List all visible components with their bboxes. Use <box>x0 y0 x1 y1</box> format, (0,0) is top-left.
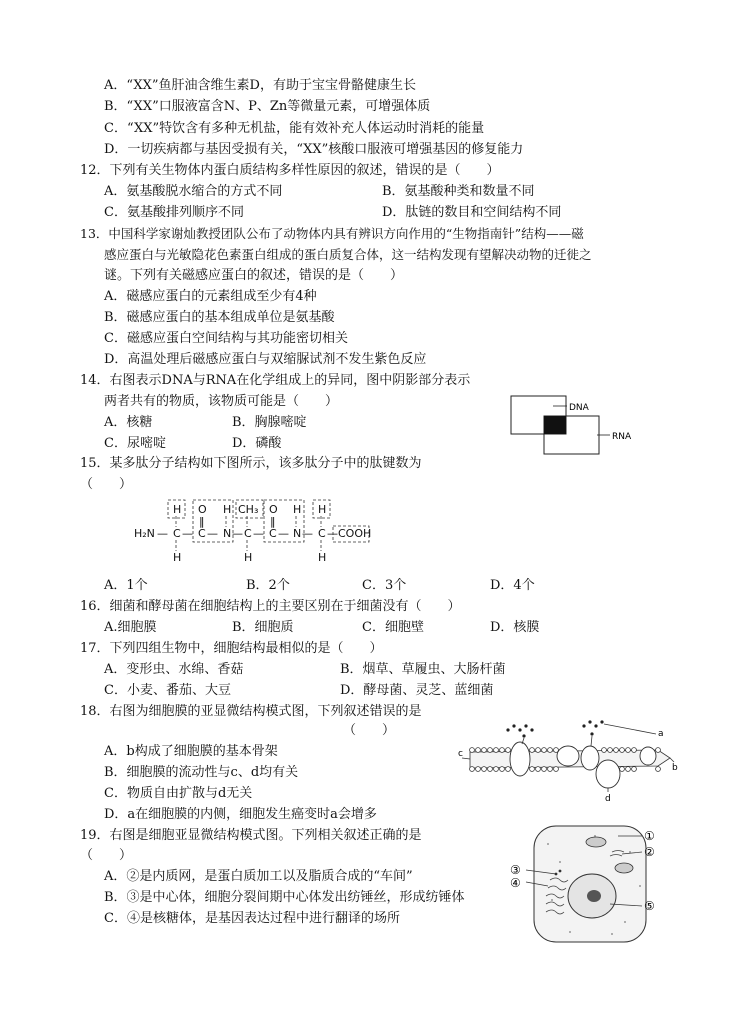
q15-paren: （ ） <box>80 477 133 492</box>
q15-stem: 15．某多肽分子结构如下图所示，该多肽分子中的肽键数为 <box>80 456 422 471</box>
q12-option-b: B．氨基酸种类和数量不同 <box>382 184 535 199</box>
q12-option-c: C．氨基酸排列顺序不同 <box>104 205 244 220</box>
svg-text:—: — <box>253 527 264 540</box>
phospholipid-head <box>476 748 481 753</box>
q15-option-d: D．4个 <box>490 578 535 593</box>
svg-text:‖: ‖ <box>199 515 205 528</box>
q18-option-d: D．a在细胞膜的内侧，细胞发生癌变时a会增多 <box>104 807 377 822</box>
phospholipid-head <box>548 748 553 753</box>
phospholipid-head <box>602 748 607 753</box>
protein-1 <box>510 742 530 776</box>
q19-stem: 19．右图是细胞亚显微结构模式图。下列相关叙述正确的是 <box>80 828 422 843</box>
svg-text:O: O <box>198 503 207 516</box>
svg-text:H: H <box>318 551 327 564</box>
phospholipid-head <box>542 767 547 772</box>
q14-option-c: C．尿嘧啶 <box>104 436 166 451</box>
phospholipid-head <box>506 748 511 753</box>
q11-option-c: C．“XX”特饮含有多种无机盐，能有效补充人体运动时消耗的能量 <box>104 121 485 136</box>
q16-option-c: C．细胞壁 <box>362 620 424 635</box>
q15-option-c: C．3个 <box>362 578 407 593</box>
phospholipid-head <box>554 767 559 772</box>
q16-option-d: D．核膜 <box>490 620 540 635</box>
q13-stem-line2: 感应蛋白与光敏隐花色素蛋白组成的蛋白质复合体，这一结构发现有望解决动物的迁徙之 <box>104 247 592 262</box>
q19-option-c: C．④是核糖体，是基因表达过程中进行翻译的场所 <box>104 911 400 926</box>
phospholipid-head <box>470 767 475 772</box>
phospholipid-head <box>626 748 631 753</box>
svg-text:—: — <box>207 527 218 540</box>
q19-option-b: B．③是中心体，细胞分裂间期中心体发出纺锤丝，形成纺锤体 <box>104 890 465 905</box>
q14-stem-line1: 14．右图表示DNA与RNA在化学组成上的异同，图中阴影部分表示 <box>80 373 471 388</box>
q13-stem-line1: 13．中国科学家谢灿教授团队公布了动物体内具有辨识方向作用的“生物指南针”结构——磁 <box>80 226 584 241</box>
formula-c4: C <box>269 527 277 540</box>
phospholipid-head <box>632 748 637 753</box>
q11-option-b: B．“XX”口服液富含N、P、Zn等微量元素，可增强体质 <box>104 99 431 114</box>
phospholipid-head <box>620 748 625 753</box>
q18-option-b: B．细胞膜的流动性与c、d均有关 <box>104 765 299 780</box>
label-2: ② <box>644 845 655 859</box>
mitochondrion-2 <box>615 863 633 873</box>
phospholipid-head <box>632 767 637 772</box>
phospholipid-head <box>548 767 553 772</box>
q16-option-b: B．细胞质 <box>232 620 294 635</box>
phospholipid-head <box>482 767 487 772</box>
phospholipid-head <box>500 748 505 753</box>
phospholipid-head <box>494 748 499 753</box>
q17-option-a: A．变形虫、水绵、香菇 <box>104 662 244 677</box>
nucleolus <box>587 890 601 902</box>
q18-option-a: A．b构成了细胞膜的基本骨架 <box>104 744 278 759</box>
label-b: b <box>672 763 678 773</box>
q14-stem-line2: 两者共有的物质，该物质可能是（ ） <box>104 394 339 409</box>
q17-option-b: B．烟草、草履虫、大肠杆菌 <box>340 662 506 677</box>
phospholipid-head <box>536 748 541 753</box>
phospholipid-head <box>656 748 661 753</box>
phospholipid-head <box>536 767 541 772</box>
phospholipid-head <box>476 767 481 772</box>
shared-region <box>544 416 566 434</box>
formula-c3: C <box>244 527 252 540</box>
svg-text:H: H <box>293 503 302 516</box>
q11-option-a: A．“XX”鱼肝油含维生素D，有助于宝宝骨骼健康生长 <box>104 78 416 93</box>
phospholipid-head <box>608 748 613 753</box>
q16-stem: 16．细菌和酵母菌在细胞结构上的主要区别在于细菌没有（ ） <box>80 599 461 614</box>
mitochondrion-1 <box>586 837 606 847</box>
label-d: d <box>605 794 611 804</box>
svg-text:H: H <box>223 503 232 516</box>
phospholipid-head <box>656 767 661 772</box>
svg-text:H: H <box>173 551 182 564</box>
phospholipid-head <box>620 767 625 772</box>
formula-n2: N <box>293 527 302 540</box>
label-a: a <box>658 729 664 739</box>
svg-text:H: H <box>244 551 253 564</box>
q17-stem: 17．下列四组生物中，细胞结构最相似的是（ ） <box>80 641 383 656</box>
svg-text:H: H <box>173 503 182 516</box>
svg-text:H: H <box>318 503 327 516</box>
label-rna: RNA <box>612 432 632 442</box>
q12-stem: 12．下列有关生物体内蛋白质结构多样性原因的叙述，错误的是（ ） <box>80 163 500 178</box>
q14-option-a: A．核糖 <box>104 415 153 430</box>
polypeptide-structure-formula <box>130 496 380 568</box>
q16-option-a: A.细胞膜 <box>104 620 157 635</box>
q19-paren: （ ） <box>80 848 133 863</box>
phospholipid-head <box>626 767 631 772</box>
phospholipid-head <box>488 767 493 772</box>
phospholipid-head <box>494 767 499 772</box>
q15-option-a: A．1个 <box>104 578 148 593</box>
phospholipid-head <box>470 748 475 753</box>
svg-text:‖: ‖ <box>270 515 276 528</box>
q11-option-d: D．一切疾病都与基因受损有关，“XX”核酸口服液可增强基因的修复能力 <box>104 142 524 157</box>
dna-rna-venn-diagram <box>505 392 645 462</box>
protein-3 <box>581 746 599 770</box>
protein-2 <box>557 746 579 766</box>
formula-n1: N <box>223 527 232 540</box>
svg-text:—: — <box>278 527 289 540</box>
label-c: c <box>458 749 463 759</box>
protein-d <box>596 760 620 788</box>
q17-option-c: C．小麦、番茄、大豆 <box>104 683 231 698</box>
phospholipid-head <box>482 748 487 753</box>
q14-option-d: D．磷酸 <box>232 436 282 451</box>
q18-option-c: C．物质自由扩散与d无关 <box>104 786 253 801</box>
q13-option-c: C．磁感应蛋白空间结构与其功能密切相关 <box>104 331 348 346</box>
phospholipid-head <box>530 748 535 753</box>
svg-text:—: — <box>302 527 313 540</box>
svg-text:O: O <box>269 503 278 516</box>
phospholipid-head <box>506 767 511 772</box>
cell-membrane-diagram <box>458 712 680 804</box>
phospholipid-head <box>614 748 619 753</box>
svg-text:—: — <box>157 527 168 540</box>
q13-option-a: A．磁感应蛋白的元素组成至少有4种 <box>104 289 317 304</box>
q18-paren: （ ） <box>343 723 396 738</box>
formula-c5: C <box>318 527 326 540</box>
phospholipid-head <box>542 748 547 753</box>
animal-cell-diagram <box>500 822 690 946</box>
q13-option-d: D．高温处理后磁感应蛋白与双缩脲试剂不发生紫色反应 <box>104 352 427 367</box>
svg-text:—: — <box>232 527 243 540</box>
q13-stem-line3: 谜。下列有关磁感应蛋白的叙述，错误的是（ ） <box>104 268 404 283</box>
formula-c1: C <box>173 527 181 540</box>
q13-option-b: B．磁感应蛋白的基本组成单位是氨基酸 <box>104 310 335 325</box>
label-3: ③ <box>510 863 521 877</box>
svg-text:CH₃: CH₃ <box>238 503 259 516</box>
q17-option-d: D．酵母菌、灵芝、蓝细菌 <box>340 683 494 698</box>
q19-option-a: A．②是内质网，是蛋白质加工以及脂质合成的“车间” <box>104 869 413 884</box>
phospholipid-head <box>500 767 505 772</box>
label-dna: DNA <box>569 403 589 413</box>
phospholipid-head <box>488 748 493 753</box>
q14-option-b: B．胸腺嘧啶 <box>232 415 307 430</box>
protein-4 <box>640 747 656 765</box>
svg-text:—: — <box>327 527 338 540</box>
formula-c2: C <box>198 527 206 540</box>
phospholipid-head <box>530 767 535 772</box>
label-1: ① <box>644 829 655 843</box>
label-5: ⑤ <box>644 899 655 913</box>
q12-option-d: D．肽链的数目和空间结构不同 <box>382 205 562 220</box>
formula-cooh: COOH <box>338 527 372 540</box>
svg-text:—: — <box>182 527 193 540</box>
formula-h2n: H₂N <box>134 527 155 540</box>
q15-option-b: B．2个 <box>246 578 290 593</box>
label-4: ④ <box>510 876 521 890</box>
q12-option-a: A．氨基酸脱水缩合的方式不同 <box>104 184 283 199</box>
q18-stem: 18．右图为细胞膜的亚显微结构模式图，下列叙述错误的是 <box>80 704 422 719</box>
